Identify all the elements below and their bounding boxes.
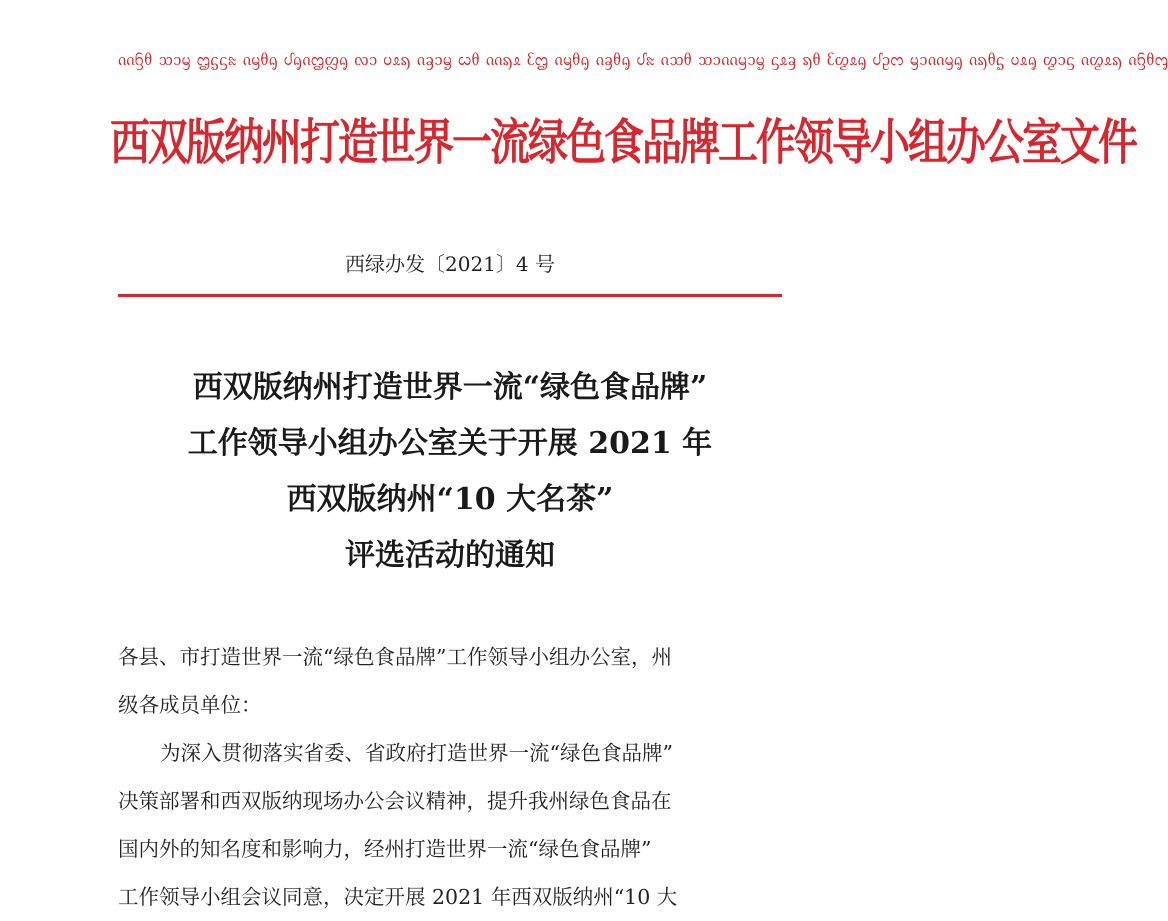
- addressee-line-1: 各县、市打造世界一流“绿色食品牌”工作领导小组办公室，州: [118, 645, 672, 669]
- title-line-1: 西双版纳州打造世界一流“绿色食品牌”: [192, 370, 708, 405]
- red-divider-line: [118, 294, 782, 297]
- notice-title: [0, 360, 900, 584]
- dai-script-header: ᦶᦌᦲ ᦉᦱᦙ ᦗᧃᦓᦰ ᦵᦙᦲᧂ ᦔᧂᦵᦗᦜᧂ ᦟᦱ ᦢᦸᦣ ᦵᦃᦱᧄ ᦍᦲ ᦶᦣᦸ ᦷᦗ ᦵᦙᦲᧂ ᦵᦃᦲᧂ ᦔᦰ ᦵᦉᦲ ᦉᦱᦶᦙᦱᧄ ᦓᦸᦃ ᦣᦲ ᦷᦖᦸᧂ ᦔᦳᦂ ᦙᦱᦶᦙᧂ ᦵᦣᦲᧃ ᦢᦸᧂ ᦖᦱᦓ ᦵᦖᦸᦣ ᦵᦌᦲᧅ: [118, 50, 1168, 70]
- title-line-2: 工作领导小组办公室关于开展 2021 年: [187, 426, 713, 461]
- body-line-2: 决策部署和西双版纳现场办公会议精神，提升我州绿色食品在: [118, 789, 672, 813]
- body-line-1: 为深入贯彻落实省委、省政府打造世界一流“绿色食品牌”: [160, 741, 673, 765]
- body-line-4: 工作领导小组会议同意，决定开展 2021 年西双版纳州“10 大: [118, 885, 678, 909]
- body-line-3: 国内外的知名度和影响力，经州打造世界一流“绿色食品牌”: [118, 837, 652, 861]
- issuing-office-title: 西双版纳州打造世界一流绿色食品牌工作领导小组办公室文件: [110, 113, 1136, 172]
- document-number: 西绿办发〔2021〕4 号: [345, 252, 555, 276]
- addressee-line-2: 级各成员单位：: [118, 693, 262, 717]
- title-line-3: 西双版纳州“10 大名茶”: [286, 482, 614, 517]
- notice-body: [118, 633, 782, 921]
- title-line-4: 评选活动的通知: [345, 538, 555, 573]
